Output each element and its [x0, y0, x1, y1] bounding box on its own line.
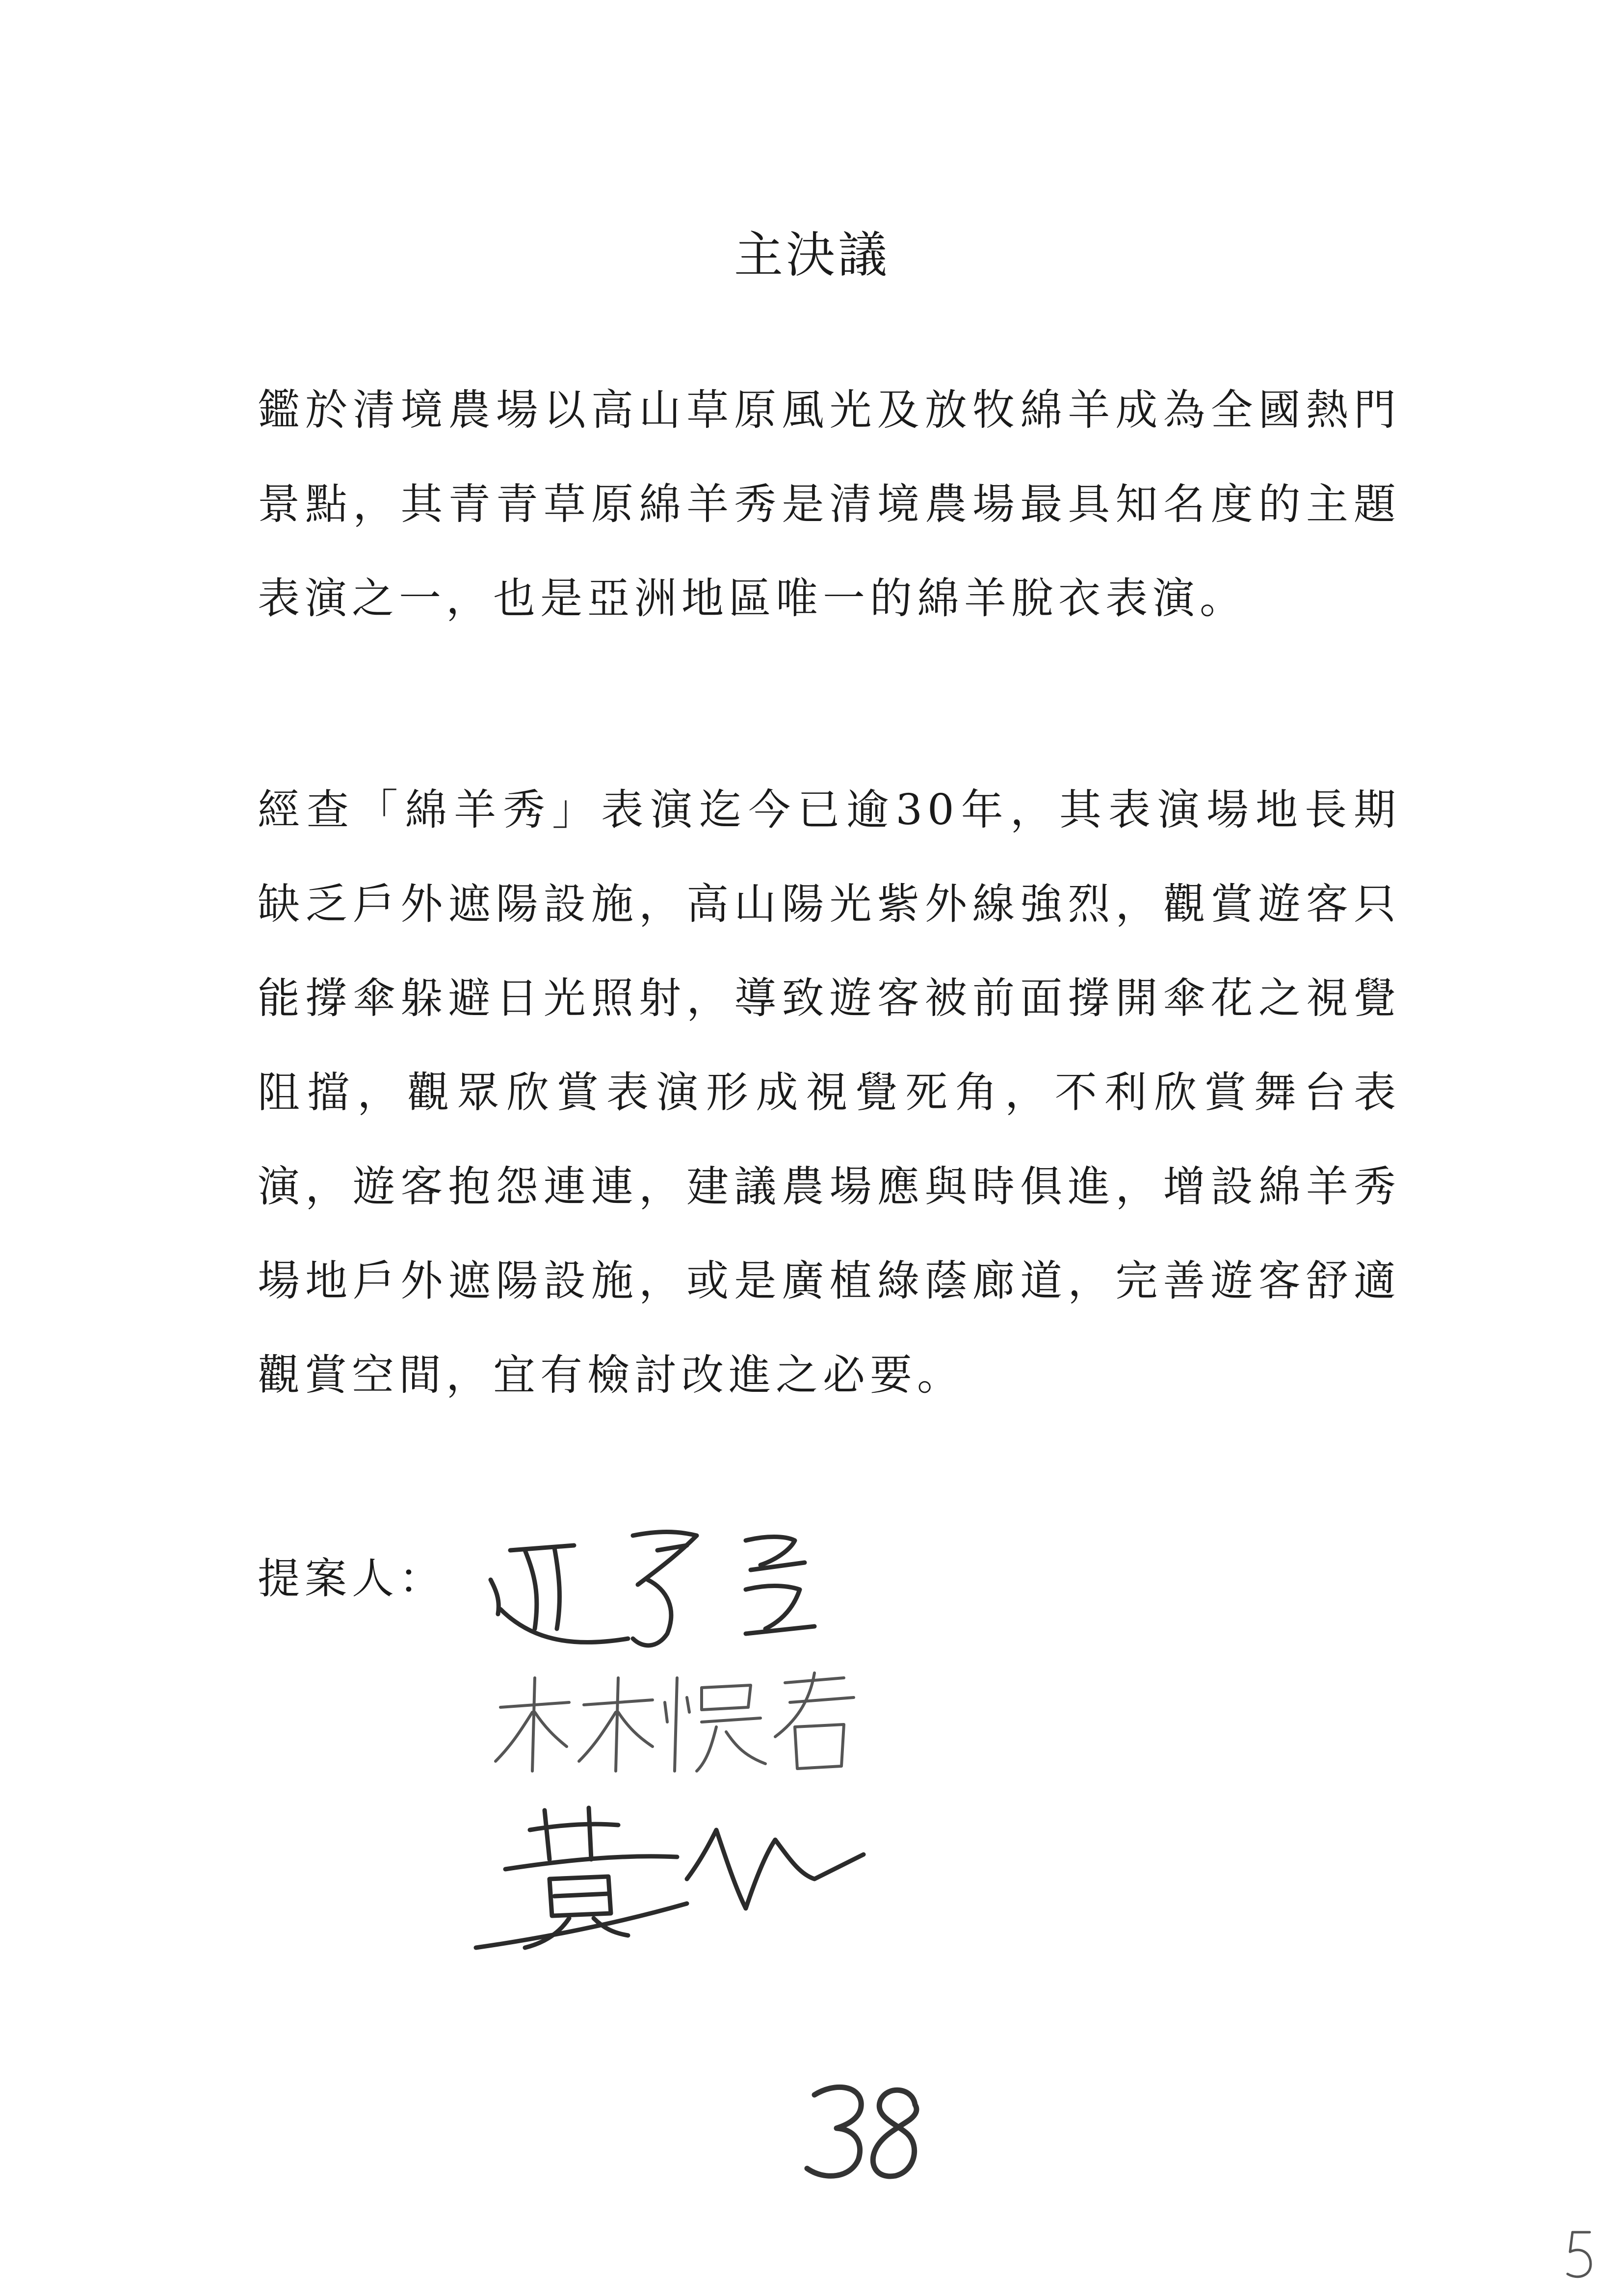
- signature-3: [476, 1808, 864, 1948]
- handwritten-page-number-drawing: [795, 2075, 942, 2193]
- handwritten-page-number: [795, 2075, 942, 2193]
- handwritten-page-number-text: [942, 2075, 943, 2076]
- document-title: 主決議: [734, 226, 890, 284]
- signature-1: [491, 1532, 814, 1645]
- signature-2: [496, 1673, 854, 1771]
- corner-page-number: [1560, 2225, 1599, 2284]
- paragraph-background: 鑑於清境農場以高山草原風光及放牧綿羊成為全國熱門景點，其青青草原綿羊秀是清境農場最具知名度的主題表演之一，也是亞洲地區唯一的綿羊脫衣表演。: [258, 386, 1401, 623]
- paragraph-proposal: 經查「綿羊秀」表演迄今已逾30年，其表演場地長期缺乏戶外遮陽設施，高山陽光紫外線強烈，觀賞遊客只能撐傘躲避日光照射，導致遊客被前面撐開傘花之視覺阻擋，觀眾欣賞表演形成視覺死角，不利欣賞舞台表演，遊客抱怨連連，建議農場應與時俱進，增設綿羊秀場地戶外遮陽設施，或是廣植綠蔭廊道，完善遊客舒適觀賞空間，宜有檢討改進之必要。: [258, 785, 1401, 1400]
- proposer-label: 提案人：: [258, 1554, 446, 1603]
- handwritten-signatures-drawing: [471, 1516, 962, 1957]
- signature-block: [471, 1516, 962, 1957]
- corner-page-number-drawing: [1560, 2225, 1599, 2284]
